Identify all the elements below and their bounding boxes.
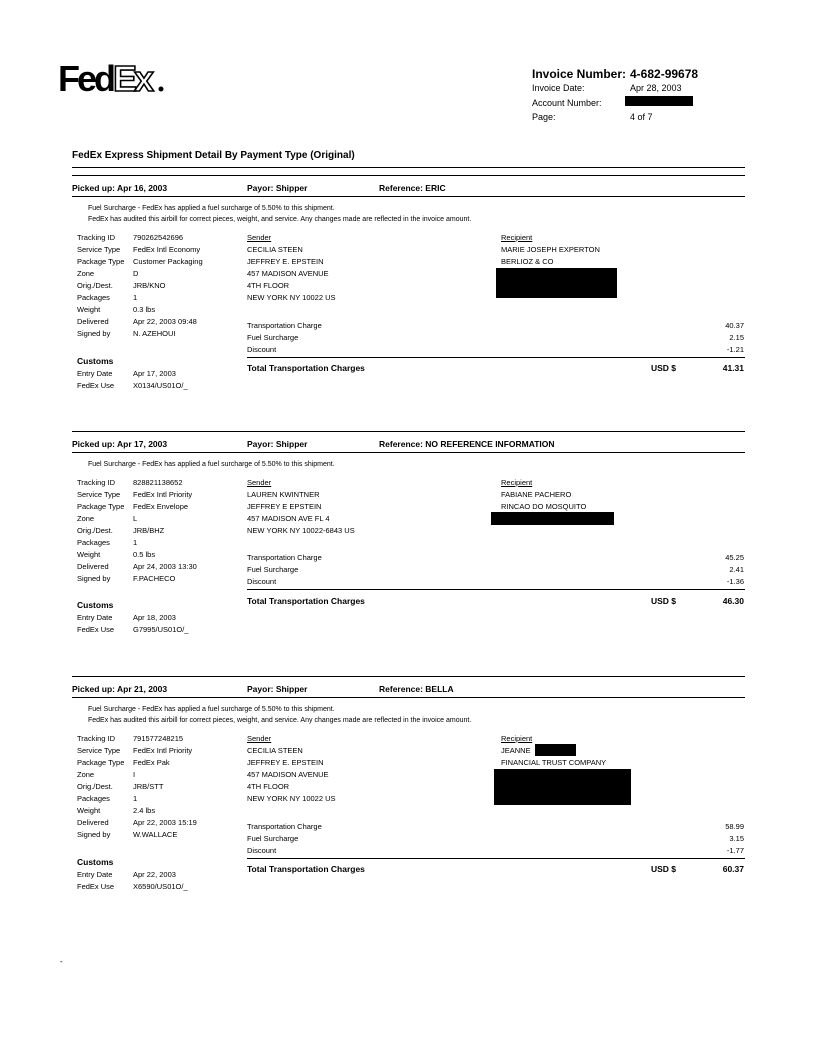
shipment-1-picked-up: Picked up: Apr 16, 2003 xyxy=(72,183,168,193)
shipment-1-reference: Reference: ERIC xyxy=(379,183,446,193)
delivered-label: Delivered xyxy=(77,317,109,326)
footer-mark: - xyxy=(60,957,63,966)
shipment-1-sender-line: 457 MADISON AVENUE xyxy=(247,269,329,278)
currency-label: USD $ xyxy=(651,864,677,874)
shipment-3-zone: I xyxy=(133,770,136,779)
transport-charge-label: Transportation Charge xyxy=(247,321,322,330)
shipment-3-recipient-line: FINANCIAL TRUST COMPANY xyxy=(501,758,607,767)
shipment-3-package: FedEx Pak xyxy=(133,758,170,767)
weight-label: Weight xyxy=(77,806,101,815)
shipment-3-service: FedEx Intl Priority xyxy=(133,746,193,755)
shipment-2-packages: 1 xyxy=(133,538,138,547)
shipment-3-recipient-name-redaction xyxy=(535,744,576,756)
shipment-1-packages: 1 xyxy=(133,293,138,302)
shipment-3-signed: W.WALLACE xyxy=(133,830,178,839)
shipment-3-packages: 1 xyxy=(133,794,138,803)
fedex-use-label: FedEx Use xyxy=(77,882,115,891)
shipment-2-header-rule xyxy=(72,452,745,453)
shipment-3-payor: Payor: Shipper xyxy=(247,684,308,694)
service-label: Service Type xyxy=(77,245,121,254)
shipment-1-sender-line: 4TH FLOOR xyxy=(247,281,290,290)
total-charges-label: Total Transportation Charges xyxy=(247,864,365,874)
customs-heading: Customs xyxy=(77,356,114,366)
transport-charge-label: Transportation Charge xyxy=(247,553,322,562)
shipment-3-top-rule xyxy=(72,676,745,677)
fuel-surcharge-label: Fuel Surcharge xyxy=(247,333,299,342)
page-number: 4 of 7 xyxy=(630,112,653,122)
shipment-2-tracking: 828821138652 xyxy=(133,478,183,487)
shipment-1-sender-line: CECILIA STEEN xyxy=(247,245,303,254)
shipment-3-fedex-use: X6590/US01O/_ xyxy=(133,882,188,891)
fuel-surcharge-label: Fuel Surcharge xyxy=(247,565,299,574)
shipment-2-sender-line: JEFFREY E EPSTEIN xyxy=(247,502,322,511)
shipment-3-sender-line: JEFFREY E. EPSTEIN xyxy=(247,758,324,767)
shipment-2-payor: Payor: Shipper xyxy=(247,439,308,449)
shipment-3-delivered: Apr 22, 2003 15:19 xyxy=(133,818,197,827)
fedex-use-label: FedEx Use xyxy=(77,381,115,390)
delivered-label: Delivered xyxy=(77,818,109,827)
shipment-1-discount-amount: -1.21 xyxy=(726,345,744,354)
packages-label: Packages xyxy=(77,293,110,302)
shipment-1-tracking: 790262542696 xyxy=(133,233,184,242)
shipment-2-zone: L xyxy=(133,514,138,523)
shipment-2-recipient-line: FABIANE PACHERO xyxy=(501,490,572,499)
shipment-3-transport-amount: 58.99 xyxy=(725,822,744,831)
shipment-1-recipient-redaction xyxy=(496,268,617,298)
shipment-1-note-fuel: Fuel Surcharge - FedEx has applied a fuel surcharge of 5.50% to this shipment. xyxy=(88,205,335,212)
shipment-2-fuel-amount: 2.41 xyxy=(729,565,744,574)
shipment-1-service: FedEx Intl Economy xyxy=(133,245,201,254)
weight-label: Weight xyxy=(77,305,101,314)
discount-label: Discount xyxy=(247,345,277,354)
shipment-3-total: 60.37 xyxy=(722,864,744,874)
account-number-label: Account Number: xyxy=(532,98,602,108)
entry-date-label: Entry Date xyxy=(77,369,113,378)
svg-text:Ex: Ex xyxy=(113,58,152,99)
shipment-1-fedex-use: X0134/US01O/_ xyxy=(133,381,188,390)
shipment-3-recipient-line: JEANNE xyxy=(501,746,531,755)
entry-date-label: Entry Date xyxy=(77,870,113,879)
shipment-3-header-rule xyxy=(72,697,745,698)
packages-label: Packages xyxy=(77,538,110,547)
origdest-label: Orig./Dest. xyxy=(77,526,113,535)
invoice-date: Apr 28, 2003 xyxy=(630,83,682,93)
customs-heading: Customs xyxy=(77,857,114,867)
transport-charge-label: Transportation Charge xyxy=(247,822,322,831)
discount-label: Discount xyxy=(247,577,277,586)
tracking-label: Tracking ID xyxy=(77,233,116,242)
shipment-2-total-rule xyxy=(247,589,745,590)
shipment-1-total-rule xyxy=(247,357,745,358)
packages-label: Packages xyxy=(77,794,110,803)
weight-label: Weight xyxy=(77,550,101,559)
shipment-2-weight: 0.5 lbs xyxy=(133,550,156,559)
recipient-heading: Recipient xyxy=(501,233,533,242)
customs-heading: Customs xyxy=(77,600,114,610)
shipment-2-sender-line: LAUREN KWINTNER xyxy=(247,490,320,499)
zone-label: Zone xyxy=(77,269,95,278)
currency-label: USD $ xyxy=(651,363,677,373)
shipment-2-service: FedEx Intl Priority xyxy=(133,490,193,499)
total-charges-label: Total Transportation Charges xyxy=(247,363,365,373)
shipment-3-note-fuel: Fuel Surcharge - FedEx has applied a fuel surcharge of 5.50% to this shipment. xyxy=(88,706,335,713)
shipment-3-weight: 2.4 lbs xyxy=(133,806,156,815)
shipment-2-signed: F.PACHECO xyxy=(133,574,176,583)
package-label: Package Type xyxy=(77,502,125,511)
signed-label: Signed by xyxy=(77,329,111,338)
fedex-use-label: FedEx Use xyxy=(77,625,115,634)
shipment-3-picked-up: Picked up: Apr 21, 2003 xyxy=(72,684,168,694)
shipment-3-origdest: JRB/STT xyxy=(133,782,164,791)
zone-label: Zone xyxy=(77,514,95,523)
recipient-heading: Recipient xyxy=(501,478,533,487)
shipment-2-recipient-line: RINCAO DO MOSQUITO xyxy=(501,502,587,511)
shipment-3-sender-line: 457 MADISON AVENUE xyxy=(247,770,329,779)
shipment-1-recipient-line: MARIE JOSEPH EXPERTON xyxy=(501,245,600,254)
shipment-1-signed: N. AZEHOUI xyxy=(133,329,176,338)
shipment-2-discount-amount: -1.36 xyxy=(726,577,744,586)
shipment-3-sender-line: 4TH FLOOR xyxy=(247,782,290,791)
invoice-date-label: Invoice Date: xyxy=(532,83,585,93)
shipment-1-header-rule xyxy=(72,196,745,197)
shipment-2-origdest: JRB/BHZ xyxy=(133,526,165,535)
shipment-1-sender-line: NEW YORK NY 10022 US xyxy=(247,293,336,302)
shipment-1-total: 41.31 xyxy=(722,363,744,373)
shipment-1-recipient-line: BERLIOZ & CO xyxy=(501,257,554,266)
page-title: FedEx Express Shipment Detail By Payment Type (Original) xyxy=(72,150,355,161)
shipment-3-entry-date: Apr 22, 2003 xyxy=(133,870,176,879)
title-rule xyxy=(72,167,745,168)
shipment-3-tracking: 791577248215 xyxy=(133,734,184,743)
shipment-1-sender-line: JEFFREY E. EPSTEIN xyxy=(247,257,324,266)
shipment-2-transport-amount: 45.25 xyxy=(725,553,744,562)
invoice-number: 4-682-99678 xyxy=(630,67,699,81)
tracking-label: Tracking ID xyxy=(77,734,116,743)
svg-text:Fed: Fed xyxy=(58,58,114,99)
shipment-3-sender-line: CECILIA STEEN xyxy=(247,746,303,755)
shipment-1-zone: D xyxy=(133,269,139,278)
service-label: Service Type xyxy=(77,490,121,499)
shipment-2-top-rule xyxy=(72,431,745,432)
currency-label: USD $ xyxy=(651,596,677,606)
shipment-1-origdest: JRB/KNO xyxy=(133,281,166,290)
sender-heading: Sender xyxy=(247,233,272,242)
shipment-3-sender-line: NEW YORK NY 10022 US xyxy=(247,794,336,803)
shipment-3-fuel-amount: 3.15 xyxy=(729,834,744,843)
tracking-label: Tracking ID xyxy=(77,478,116,487)
service-label: Service Type xyxy=(77,746,121,755)
account-number-redaction xyxy=(625,96,693,106)
shipment-1-package: Customer Packaging xyxy=(133,257,203,266)
shipment-2-entry-date: Apr 18, 2003 xyxy=(133,613,176,622)
shipment-1-top-rule xyxy=(72,175,745,176)
shipment-2-picked-up: Picked up: Apr 17, 2003 xyxy=(72,439,168,449)
shipment-1-fuel-amount: 2.15 xyxy=(729,333,744,342)
shipment-3-discount-amount: -1.77 xyxy=(726,846,744,855)
signed-label: Signed by xyxy=(77,574,111,583)
shipment-1-entry-date: Apr 17, 2003 xyxy=(133,369,176,378)
shipment-3-recipient-redaction xyxy=(494,769,631,805)
shipment-1-weight: 0.3 lbs xyxy=(133,305,156,314)
shipment-1-payor: Payor: Shipper xyxy=(247,183,308,193)
recipient-heading: Recipient xyxy=(501,734,533,743)
invoice-number-label: Invoice Number: xyxy=(532,67,627,81)
shipment-2-sender-line: 457 MADISON AVE FL 4 xyxy=(247,514,330,523)
shipment-2-delivered: Apr 24, 2003 13:30 xyxy=(133,562,197,571)
discount-label: Discount xyxy=(247,846,277,855)
shipment-2-package: FedEx Envelope xyxy=(133,502,189,511)
shipment-1-delivered: Apr 22, 2003 09:48 xyxy=(133,317,197,326)
shipment-2-sender-line: NEW YORK NY 10022-6843 US xyxy=(247,526,355,535)
origdest-label: Orig./Dest. xyxy=(77,782,113,791)
page-label: Page: xyxy=(532,112,556,122)
fedex-logo xyxy=(58,58,168,100)
shipment-3-total-rule xyxy=(247,858,745,859)
package-label: Package Type xyxy=(77,758,125,767)
delivered-label: Delivered xyxy=(77,562,109,571)
zone-label: Zone xyxy=(77,770,95,779)
sender-heading: Sender xyxy=(247,478,272,487)
shipment-1-transport-amount: 40.37 xyxy=(725,321,744,330)
origdest-label: Orig./Dest. xyxy=(77,281,113,290)
fuel-surcharge-label: Fuel Surcharge xyxy=(247,834,299,843)
signed-label: Signed by xyxy=(77,830,111,839)
entry-date-label: Entry Date xyxy=(77,613,113,622)
sender-heading: Sender xyxy=(247,734,272,743)
shipment-2-note-fuel: Fuel Surcharge - FedEx has applied a fuel surcharge of 5.50% to this shipment. xyxy=(88,461,335,468)
shipment-2-recipient-redaction xyxy=(491,512,614,525)
shipment-2-reference: Reference: NO REFERENCE INFORMATION xyxy=(379,439,555,449)
shipment-2-total: 46.30 xyxy=(722,596,744,606)
total-charges-label: Total Transportation Charges xyxy=(247,596,365,606)
package-label: Package Type xyxy=(77,257,125,266)
shipment-3-reference: Reference: BELLA xyxy=(379,684,454,694)
shipment-3-note-audit: FedEx has audited this airbill for correct pieces, weight, and service. Any changes made are reflected in the invoice amount. xyxy=(88,717,472,724)
shipment-2-fedex-use: G7995/US01O/_ xyxy=(133,625,189,634)
shipment-1-note-audit: FedEx has audited this airbill for correct pieces, weight, and service. Any changes made are reflected in the invoice amount. xyxy=(88,216,472,223)
